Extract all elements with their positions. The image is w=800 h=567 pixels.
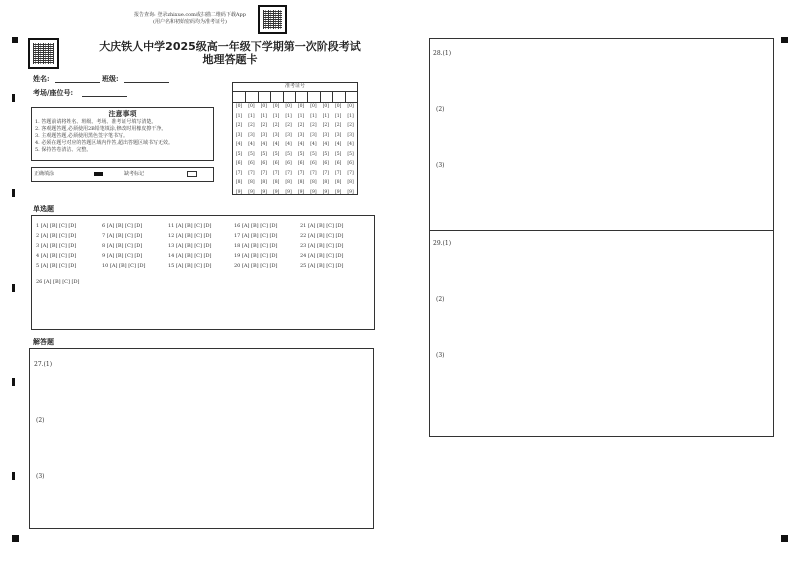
exam-id-bubble[interactable]: [7] [297, 170, 305, 176]
single-choice-question[interactable]: 10 [A] [B] [C] [D] [102, 263, 146, 269]
exam-id-bubble[interactable]: [1] [260, 113, 267, 119]
filled-bubble-icon [94, 172, 103, 176]
timing-mark [12, 37, 18, 43]
exam-id-bubble[interactable]: [7] [273, 170, 280, 176]
exam-id-bubble[interactable]: [6] [322, 161, 329, 166]
exam-id-bubble[interactable]: [4] [297, 142, 305, 147]
q29-part3: (3) [436, 352, 445, 359]
exam-id-bubble[interactable]: [7] [335, 170, 342, 176]
exam-id-bubble[interactable]: [1] [347, 113, 354, 119]
exam-id-column-divider [258, 92, 259, 102]
single-choice-question[interactable]: 15 [A] [B] [C] [D] [168, 263, 212, 269]
exam-id-bubble[interactable]: [6] [310, 161, 317, 166]
exam-id-column-divider [320, 92, 321, 102]
timing-mark [12, 378, 15, 386]
notes-list [32, 119, 213, 154]
room-label: 考场/座位号: [33, 88, 74, 97]
single-choice-question[interactable]: 22 [A] [B] [C] [D] [300, 233, 344, 239]
single-choice-question[interactable]: 14 [A] [B] [C] [D] [168, 253, 212, 259]
timing-mark [12, 284, 15, 292]
exam-id-column-divider [345, 92, 346, 102]
exam-id-bubble[interactable]: [7] [248, 170, 255, 176]
exam-id-bubble[interactable]: [2] [347, 123, 354, 128]
exam-id-bubble[interactable]: [5] [335, 151, 342, 157]
exam-subtitle: 地理答题卡 [202, 53, 258, 66]
exam-id-bubble[interactable]: [7] [285, 170, 292, 176]
exam-id-column-divider [283, 92, 284, 102]
exam-id-bubble[interactable]: [8] [235, 180, 243, 185]
exam-id-bubble[interactable]: [3] [285, 132, 292, 138]
exam-id-bubble[interactable]: [3] [347, 132, 354, 138]
exam-id-bubble[interactable]: [5] [260, 151, 267, 157]
single-choice-question[interactable]: 3 [A] [B] [C] [D] [36, 243, 77, 249]
exam-id-bubble[interactable]: [2] [310, 123, 317, 128]
name-label: 姓名: [33, 74, 50, 83]
exam-id-bubble[interactable]: [1] [248, 113, 255, 119]
exam-id-bubble[interactable]: [4] [310, 142, 317, 147]
notes-title: 注意事项 [108, 109, 137, 118]
exam-id-bubble[interactable]: [7] [235, 170, 243, 176]
q29-part2: (2) [436, 296, 445, 303]
exam-id-bubble[interactable]: [9] [335, 189, 342, 195]
answer-area-27[interactable] [29, 348, 374, 529]
exam-id-box [232, 82, 358, 195]
exam-id-bubble[interactable]: [1] [273, 113, 280, 119]
exam-id-bubble[interactable]: [8] [310, 180, 317, 185]
single-choice-title: 单选题 [33, 204, 54, 213]
exam-id-bubble[interactable]: [8] [260, 180, 267, 185]
exam-id-bubble[interactable]: [5] [322, 151, 329, 157]
exam-id-bubble[interactable]: [2] [285, 123, 292, 128]
exam-id-bubble[interactable]: [6] [297, 161, 305, 166]
exam-id-column-divider [295, 92, 296, 102]
q28-part2: (2) [436, 106, 445, 113]
exam-id-bubble[interactable]: [5] [310, 151, 317, 157]
single-choice-question[interactable]: 7 [A] [B] [C] [D] [102, 233, 143, 239]
exam-id-bubble[interactable]: [4] [235, 142, 243, 147]
notes-item: 2. 客观题答题,必须使用2B铅笔填涂,修改时用橡皮擦干净。 [35, 126, 167, 132]
exam-id-bubble[interactable]: [5] [273, 151, 280, 157]
exam-id-bubble[interactable]: [4] [335, 142, 342, 147]
room-field[interactable] [82, 96, 127, 97]
exam-id-bubble[interactable]: [7] [322, 170, 329, 176]
qr-code-student [28, 38, 59, 69]
exam-id-bubble[interactable]: [3] [310, 132, 317, 138]
single-choice-question[interactable]: 24 [A] [B] [C] [D] [300, 253, 344, 259]
single-choice-question[interactable]: 9 [A] [B] [C] [D] [102, 253, 143, 259]
q29-part1: 29.(1) [433, 240, 452, 247]
exam-title: 大庆铁人中学2025级高一年级下学期第一次阶段考试 [99, 40, 361, 53]
timing-mark [12, 472, 15, 480]
single-choice-question[interactable]: 18 [A] [B] [C] [D] [234, 243, 278, 249]
exam-id-bubble[interactable]: [6] [235, 161, 243, 166]
exam-id-bubble[interactable]: [2] [297, 123, 305, 128]
exam-id-bubble[interactable]: [6] [248, 161, 255, 166]
single-choice-question[interactable]: 25 [A] [B] [C] [D] [300, 263, 344, 269]
q28-part3: (3) [436, 162, 445, 169]
single-choice-question[interactable]: 26 [A] [B] [C] [D] [36, 279, 80, 285]
exam-id-bubble[interactable]: [0] [310, 104, 317, 109]
exam-id-bubble[interactable]: [3] [335, 132, 342, 138]
exam-id-bubble[interactable]: [2] [273, 123, 280, 128]
name-field[interactable] [55, 82, 100, 83]
exam-id-bubble[interactable]: [1] [322, 113, 329, 119]
exam-id-bubble[interactable]: [2] [322, 123, 329, 128]
exam-id-bubble[interactable]: [5] [285, 151, 292, 157]
notes-box [31, 107, 214, 161]
single-choice-question[interactable]: 16 [A] [B] [C] [D] [234, 223, 278, 229]
exam-id-bubble[interactable]: [7] [310, 170, 317, 176]
exam-id-bubble[interactable]: [6] [273, 161, 280, 166]
exam-id-bubble[interactable]: [0] [335, 104, 342, 109]
exam-id-bubble[interactable]: [6] [285, 161, 292, 166]
exam-id-bubble[interactable]: [4] [273, 142, 280, 147]
exam-id-bubble[interactable]: [1] [285, 113, 292, 119]
single-choice-question[interactable]: 2 [A] [B] [C] [D] [36, 233, 77, 239]
exam-id-bubble[interactable]: [9] [297, 189, 305, 195]
single-choice-question[interactable]: 4 [A] [B] [C] [D] [36, 253, 77, 259]
exam-id-bubble[interactable]: [0] [322, 104, 329, 109]
notes-item: 4. 必须在题号对应的答题区域内作答,超出答题区域书写无效。 [35, 140, 173, 146]
exam-id-bubble[interactable]: [9] [235, 189, 243, 195]
timing-mark [781, 535, 788, 542]
exam-id-bubble[interactable]: [5] [297, 151, 305, 157]
exam-id-bubble[interactable]: [9] [260, 189, 267, 195]
exam-id-bubble[interactable]: [8] [285, 180, 292, 185]
exam-id-bubble[interactable]: [0] [285, 104, 292, 109]
single-choice-question[interactable]: 5 [A] [B] [C] [D] [36, 263, 77, 269]
notes-item: 1. 答题前请将姓名、班级、考场、准考证号填写清楚。 [35, 119, 157, 125]
exam-id-bubble[interactable]: [7] [347, 170, 354, 176]
exam-id-bubble[interactable]: [4] [260, 142, 267, 147]
exam-id-bubble[interactable]: [3] [235, 132, 243, 138]
exam-id-bubble[interactable]: [9] [285, 189, 292, 195]
exam-id-bubble[interactable]: [1] [235, 113, 243, 119]
exam-id-bubble[interactable]: [4] [322, 142, 329, 147]
exam-id-bubble[interactable]: [8] [273, 180, 280, 185]
exam-id-bubble[interactable]: [0] [347, 104, 354, 109]
exam-id-bubble[interactable]: [9] [322, 189, 329, 195]
single-choice-question[interactable]: 1 [A] [B] [C] [D] [36, 223, 77, 229]
exam-id-bubble[interactable]: [2] [235, 123, 243, 128]
exam-id-bubble[interactable]: [4] [248, 142, 255, 147]
timing-mark [12, 94, 15, 102]
single-choice-question[interactable]: 11 [A] [B] [C] [D] [168, 223, 212, 229]
class-field[interactable] [124, 82, 169, 83]
exam-id-bubble[interactable]: [6] [335, 161, 342, 166]
exam-id-bubble[interactable]: [9] [347, 189, 354, 195]
exam-id-bubble[interactable]: [6] [347, 161, 354, 166]
report-notice-line2: (用户名和初始密码均为准考证号) [153, 19, 227, 25]
essay-title: 解答题 [33, 337, 54, 346]
exam-id-write-row [233, 102, 357, 103]
exam-id-bubble[interactable]: [8] [322, 180, 329, 185]
notes-item: 5. 保持答卷清洁、完整。 [35, 147, 92, 153]
exam-id-bubble[interactable]: [1] [297, 113, 305, 119]
class-label: 班级: [102, 74, 119, 83]
exam-id-bubble[interactable]: [4] [347, 142, 354, 147]
exam-id-bubble[interactable]: [5] [347, 151, 354, 157]
exam-id-bubble[interactable]: [4] [285, 142, 292, 147]
exam-id-label: 准考证号 [233, 83, 357, 92]
qr-code-download [258, 5, 287, 34]
single-choice-question[interactable]: 19 [A] [B] [C] [D] [234, 253, 278, 259]
q27-part3: (3) [36, 473, 45, 480]
exam-id-bubble[interactable]: [2] [260, 123, 267, 128]
exam-id-bubble[interactable]: [7] [260, 170, 267, 176]
single-choice-question[interactable]: 20 [A] [B] [C] [D] [234, 263, 278, 269]
report-notice-line1: 报告查询: 登录zhixue.com或扫描二维码下载App [134, 12, 246, 18]
exam-id-bubble[interactable]: [3] [248, 132, 255, 138]
answer-area-28-29[interactable] [429, 38, 774, 437]
exam-id-bubble[interactable]: [0] [260, 104, 267, 109]
exam-id-bubble[interactable]: [5] [235, 151, 243, 157]
exam-id-bubble[interactable]: [8] [297, 180, 305, 185]
single-choice-question[interactable]: 17 [A] [B] [C] [D] [234, 233, 278, 239]
exam-id-column-divider [332, 92, 333, 102]
exam-id-bubble[interactable]: [9] [248, 189, 255, 195]
exam-id-column-divider [270, 92, 271, 102]
exam-id-bubble[interactable]: [0] [248, 104, 255, 109]
single-choice-box[interactable] [31, 215, 375, 330]
single-choice-question[interactable]: 12 [A] [B] [C] [D] [168, 233, 212, 239]
exam-id-bubble[interactable]: [0] [235, 104, 243, 109]
divider [430, 230, 773, 231]
exam-id-bubble[interactable]: [0] [273, 104, 280, 109]
single-choice-question[interactable]: 8 [A] [B] [C] [D] [102, 243, 143, 249]
exam-id-bubble[interactable]: [8] [335, 180, 342, 185]
exam-id-column-divider [307, 92, 308, 102]
notes-item: 3. 主观题答题,必须使用黑色签字笔书写。 [35, 133, 128, 139]
exam-id-bubble[interactable]: [9] [273, 189, 280, 195]
exam-id-bubble[interactable]: [1] [335, 113, 342, 119]
exam-id-bubble[interactable]: [8] [248, 180, 255, 185]
q27-part1: 27.(1) [34, 361, 53, 368]
exam-id-bubble[interactable]: [9] [310, 189, 317, 195]
single-choice-question[interactable]: 23 [A] [B] [C] [D] [300, 243, 344, 249]
q28-part1: 28.(1) [433, 50, 452, 57]
exam-id-bubble[interactable]: [3] [297, 132, 305, 138]
exam-id-bubble[interactable]: [2] [248, 123, 255, 128]
exam-id-column-divider [245, 92, 246, 102]
exam-id-bubble[interactable]: [0] [297, 104, 305, 109]
exam-id-bubble[interactable]: [1] [310, 113, 317, 119]
q27-part2: (2) [36, 417, 45, 424]
exam-id-bubble[interactable]: [2] [335, 123, 342, 128]
exam-id-bubble[interactable]: [3] [260, 132, 267, 138]
exam-id-bubble[interactable]: [8] [347, 180, 354, 185]
single-choice-question[interactable]: 6 [A] [B] [C] [D] [102, 223, 143, 229]
exam-id-bubble[interactable]: [6] [260, 161, 267, 166]
exam-id-bubble[interactable]: [5] [248, 151, 255, 157]
single-choice-question[interactable]: 21 [A] [B] [C] [D] [300, 223, 344, 229]
absent-mark-label: 缺考标记 [124, 171, 145, 177]
single-choice-question[interactable]: 13 [A] [B] [C] [D] [168, 243, 212, 249]
timing-mark [781, 37, 788, 43]
fill-example-box [31, 167, 214, 182]
exam-id-bubble[interactable]: [3] [322, 132, 329, 138]
exam-id-bubble[interactable]: [3] [273, 132, 280, 138]
timing-mark [12, 189, 15, 197]
timing-mark [12, 535, 19, 542]
exam-id-grid[interactable] [233, 92, 357, 193]
report-notice [115, 12, 265, 26]
correct-fill-label: 正确填涂 [34, 171, 55, 177]
absent-bubble[interactable] [187, 171, 197, 177]
